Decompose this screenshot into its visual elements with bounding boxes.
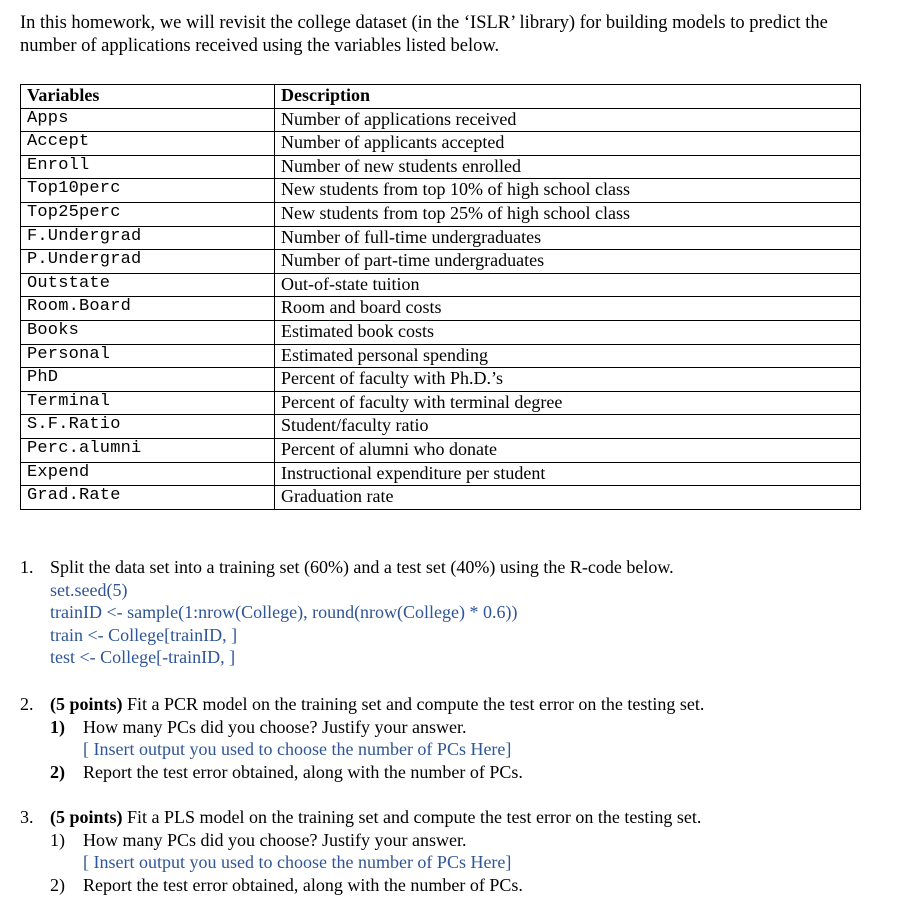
variable-description: Room and board costs — [275, 297, 861, 321]
variable-name: Outstate — [21, 273, 275, 297]
variable-description: Percent of faculty with terminal degree — [275, 391, 861, 415]
question-2-points: (5 points) — [50, 694, 123, 714]
variable-name: Accept — [21, 132, 275, 156]
variables-table — [20, 84, 861, 510]
variable-description: Graduation rate — [275, 486, 861, 510]
question-2-text — [50, 693, 880, 716]
table-row — [21, 132, 861, 156]
variable-description: Out-of-state tuition — [275, 273, 861, 297]
question-2-sub-1-text: How many PCs did you choose? Justify your answer. — [83, 716, 467, 737]
variable-name: Room.Board — [21, 297, 275, 321]
question-1 — [20, 556, 880, 669]
question-2-number: 2. — [20, 694, 34, 714]
table-row — [21, 179, 861, 203]
question-3-sub-1-number: 1) — [50, 829, 65, 850]
variable-description: Estimated personal spending — [275, 344, 861, 368]
question-2-prompt: Fit a PCR model on the training set and compute the test error on the testing set. — [127, 694, 705, 714]
question-3-prompt: Fit a PLS model on the training set and compute the test error on the testing set. — [127, 807, 702, 827]
table-row — [21, 320, 861, 344]
code-line: set.seed(5) — [50, 579, 128, 600]
table-row — [21, 391, 861, 415]
question-2-sub-1-number: 1) — [50, 716, 65, 737]
code-line: test <- College[-trainID, ] — [50, 647, 236, 667]
variable-name: Grad.Rate — [21, 486, 275, 510]
header-variables: Variables — [21, 85, 275, 109]
intro-paragraph: In this homework, we will revisit the college dataset (in the ‘ISLR’ library) for building models to predict the number of applications received using the variables listed below. — [20, 13, 828, 56]
question-3 — [20, 806, 880, 896]
variable-description: Student/faculty ratio — [275, 415, 861, 439]
variable-name: Terminal — [21, 391, 275, 415]
question-3-output-placeholder: [ Insert output you used to choose the number of PCs Here] — [83, 852, 512, 872]
code-line: train <- College[trainID, ] — [50, 624, 238, 645]
question-3-sub-2 — [50, 874, 880, 897]
variable-name: Top25perc — [21, 202, 275, 226]
variable-description: Number of applications received — [275, 108, 861, 132]
table-header-row — [21, 85, 861, 109]
variable-description: New students from top 25% of high school class — [275, 202, 861, 226]
variable-name: Books — [21, 320, 275, 344]
question-2-sub-2-number: 2) — [50, 761, 65, 782]
table-row — [21, 108, 861, 132]
question-2 — [20, 693, 880, 783]
question-3-sub-1 — [50, 829, 880, 852]
question-1-number: 1. — [20, 557, 34, 577]
variable-name: Enroll — [21, 155, 275, 179]
question-2-sub-1 — [50, 716, 880, 739]
question-3-sub-2-text: Report the test error obtained, along with the number of PCs. — [83, 874, 523, 895]
variable-description: Instructional expenditure per student — [275, 462, 861, 486]
variable-name: S.F.Ratio — [21, 415, 275, 439]
variable-description: Percent of alumni who donate — [275, 438, 861, 462]
question-1-text: Split the data set into a training set (60%) and a test set (40%) using the R-code below. — [50, 557, 674, 577]
variable-name: PhD — [21, 368, 275, 392]
variable-description: Number of part-time undergraduates — [275, 250, 861, 274]
variable-description: Number of full-time undergraduates — [275, 226, 861, 250]
variable-name: F.Undergrad — [21, 226, 275, 250]
question-3-text — [50, 806, 880, 829]
table-row — [21, 202, 861, 226]
table-row — [21, 415, 861, 439]
variable-name: Personal — [21, 344, 275, 368]
variable-description: Percent of faculty with Ph.D.’s — [275, 368, 861, 392]
question-2-output-placeholder: [ Insert output you used to choose the number of PCs Here] — [83, 739, 512, 759]
variable-description: New students from top 10% of high school class — [275, 179, 861, 203]
variable-name: P.Undergrad — [21, 250, 275, 274]
header-description: Description — [275, 85, 861, 109]
table-row — [21, 297, 861, 321]
table-row — [21, 344, 861, 368]
question-2-sub-2 — [50, 761, 880, 784]
question-3-sub-2-number: 2) — [50, 874, 65, 895]
table-row — [21, 438, 861, 462]
table-row — [21, 462, 861, 486]
question-3-sub-1-text: How many PCs did you choose? Justify your answer. — [83, 829, 467, 850]
variable-description: Number of applicants accepted — [275, 132, 861, 156]
variable-description: Number of new students enrolled — [275, 155, 861, 179]
variable-name: Apps — [21, 108, 275, 132]
variable-name: Perc.alumni — [21, 438, 275, 462]
table-row — [21, 250, 861, 274]
code-line: trainID <- sample(1:nrow(College), round(nrow(College) * 0.6)) — [50, 602, 518, 622]
variable-description: Estimated book costs — [275, 320, 861, 344]
table-row — [21, 368, 861, 392]
table-row — [21, 486, 861, 510]
question-3-points: (5 points) — [50, 807, 123, 827]
question-2-sub-2-text: Report the test error obtained, along with the number of PCs. — [83, 761, 523, 782]
question-3-number: 3. — [20, 807, 34, 827]
variable-name: Top10perc — [21, 179, 275, 203]
table-row — [21, 273, 861, 297]
table-row — [21, 226, 861, 250]
table-row — [21, 155, 861, 179]
variable-name: Expend — [21, 462, 275, 486]
